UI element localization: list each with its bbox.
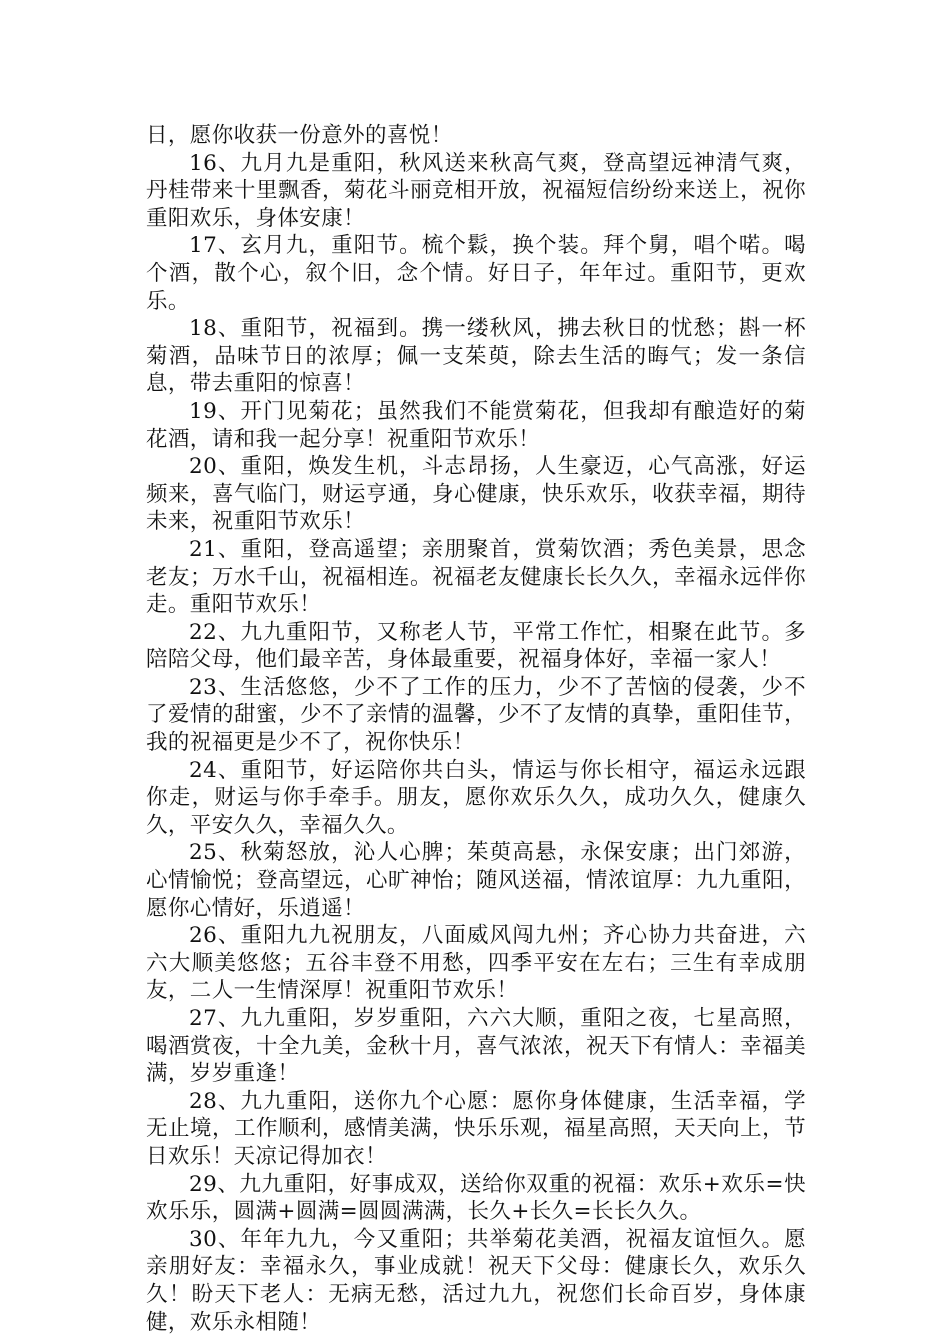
paragraph-22: 22、九九重阳节，又称老人节，平常工作忙，相聚在此节。多陪陪父母，他们最辛苦，身体最重要，祝福身体好，幸福一家人！	[146, 619, 806, 673]
paragraph-29: 29、九九重阳，好事成双，送给你双重的祝福：欢乐+欢乐=快欢乐乐，圆满+圆满=圆圆满满，长久+长久=长长久久。	[146, 1171, 806, 1225]
paragraph-28: 28、九九重阳，送你九个心愿：愿你身体健康，生活幸福，学无止境，工作顺利，感情美满，快乐乐观，福星高照，天天向上，节日欢乐！天凉记得加衣！	[146, 1088, 806, 1169]
paragraph-23: 23、生活悠悠，少不了工作的压力，少不了苦恼的侵袭，少不了爱情的甜蜜，少不了亲情的温馨，少不了友情的真挚，重阳佳节，我的祝福更是少不了，祝你快乐！	[146, 674, 806, 756]
paragraph-24: 24、重阳节，好运陪你共白头，情运与你长相守，福运永远跟你走，财运与你手牵手。朋友，愿你欢乐久久，成功久久，健康久久，平安久久，幸福久久。	[146, 757, 806, 838]
paragraph-25: 25、秋菊怒放，沁人心脾；茱萸高悬，永保安康；出门郊游，心情愉悦；登高望远，心旷神怡；随风送福，情浓谊厚：九九重阳，愿你心情好，乐逍遥！	[146, 840, 806, 921]
paragraph-21: 21、重阳，登高遥望；亲朋聚首，赏菊饮酒；秀色美景，思念老友；万水千山，祝福相连。祝福老友健康长长久久，幸福永远伴你走。重阳节欢乐！	[146, 536, 806, 618]
paragraph-18: 18、重阳节，祝福到。携一缕秋风，拂去秋日的忧愁；斟一杯菊酒，品味节日的浓厚；佩一支茱萸，除去生活的晦气；发一条信息，带去重阳的惊喜！	[146, 316, 806, 397]
paragraph-27: 27、九九重阳，岁岁重阳，六六大顺，重阳之夜，七星高照，喝酒赏夜，十全九美，金秋十月，喜气浓浓，祝天下有情人：幸福美满，岁岁重逢！	[146, 1006, 806, 1087]
paragraph-26: 26、重阳九九祝朋友，八面威风闯九州；齐心协力共奋进，六六大顺美悠悠；五谷丰登不用愁，四季平安在左右；三生有幸成朋友，二人一生情深厚！祝重阳节欢乐！	[146, 923, 806, 1004]
paragraph-19: 19、开门见菊花；虽然我们不能赏菊花，但我却有酿造好的菊花酒，请和我一起分享！祝重阳节欢乐！	[146, 398, 806, 452]
paragraph-20: 20、重阳，焕发生机，斗志昂扬，人生豪迈，心气高涨，好运频来，喜气临门，财运亨通，身心健康，快乐欢乐，收获幸福，期待未来，祝重阳节欢乐！	[146, 454, 806, 535]
document-body	[146, 122, 806, 1336]
paragraph-17: 17、玄月九，重阳节。梳个鬏，换个装。拜个舅，唱个喏。喝个酒，散个心，叙个旧，念个情。好日子，年年过。重阳节，更欢乐。	[146, 233, 806, 314]
paragraph-continuation: 日，愿你收获一份意外的喜悦！	[146, 123, 453, 148]
paragraph-16: 16、九月九是重阳，秋风送来秋高气爽，登高望远神清气爽，丹桂带来十里飘香，菊花斗丽竞相开放，祝福短信纷纷来送上，祝你重阳欢乐，身体安康！	[146, 150, 806, 231]
paragraph-30: 30、年年九九，今又重阳；共举菊花美酒，祝福友谊恒久。愿亲朋好友：幸福永久，事业成就！祝天下父母：健康长久，欢乐久久！盼天下老人：无病无愁，活过九九，祝您们长命百岁，身体康健，欢乐永相随！	[146, 1226, 806, 1335]
